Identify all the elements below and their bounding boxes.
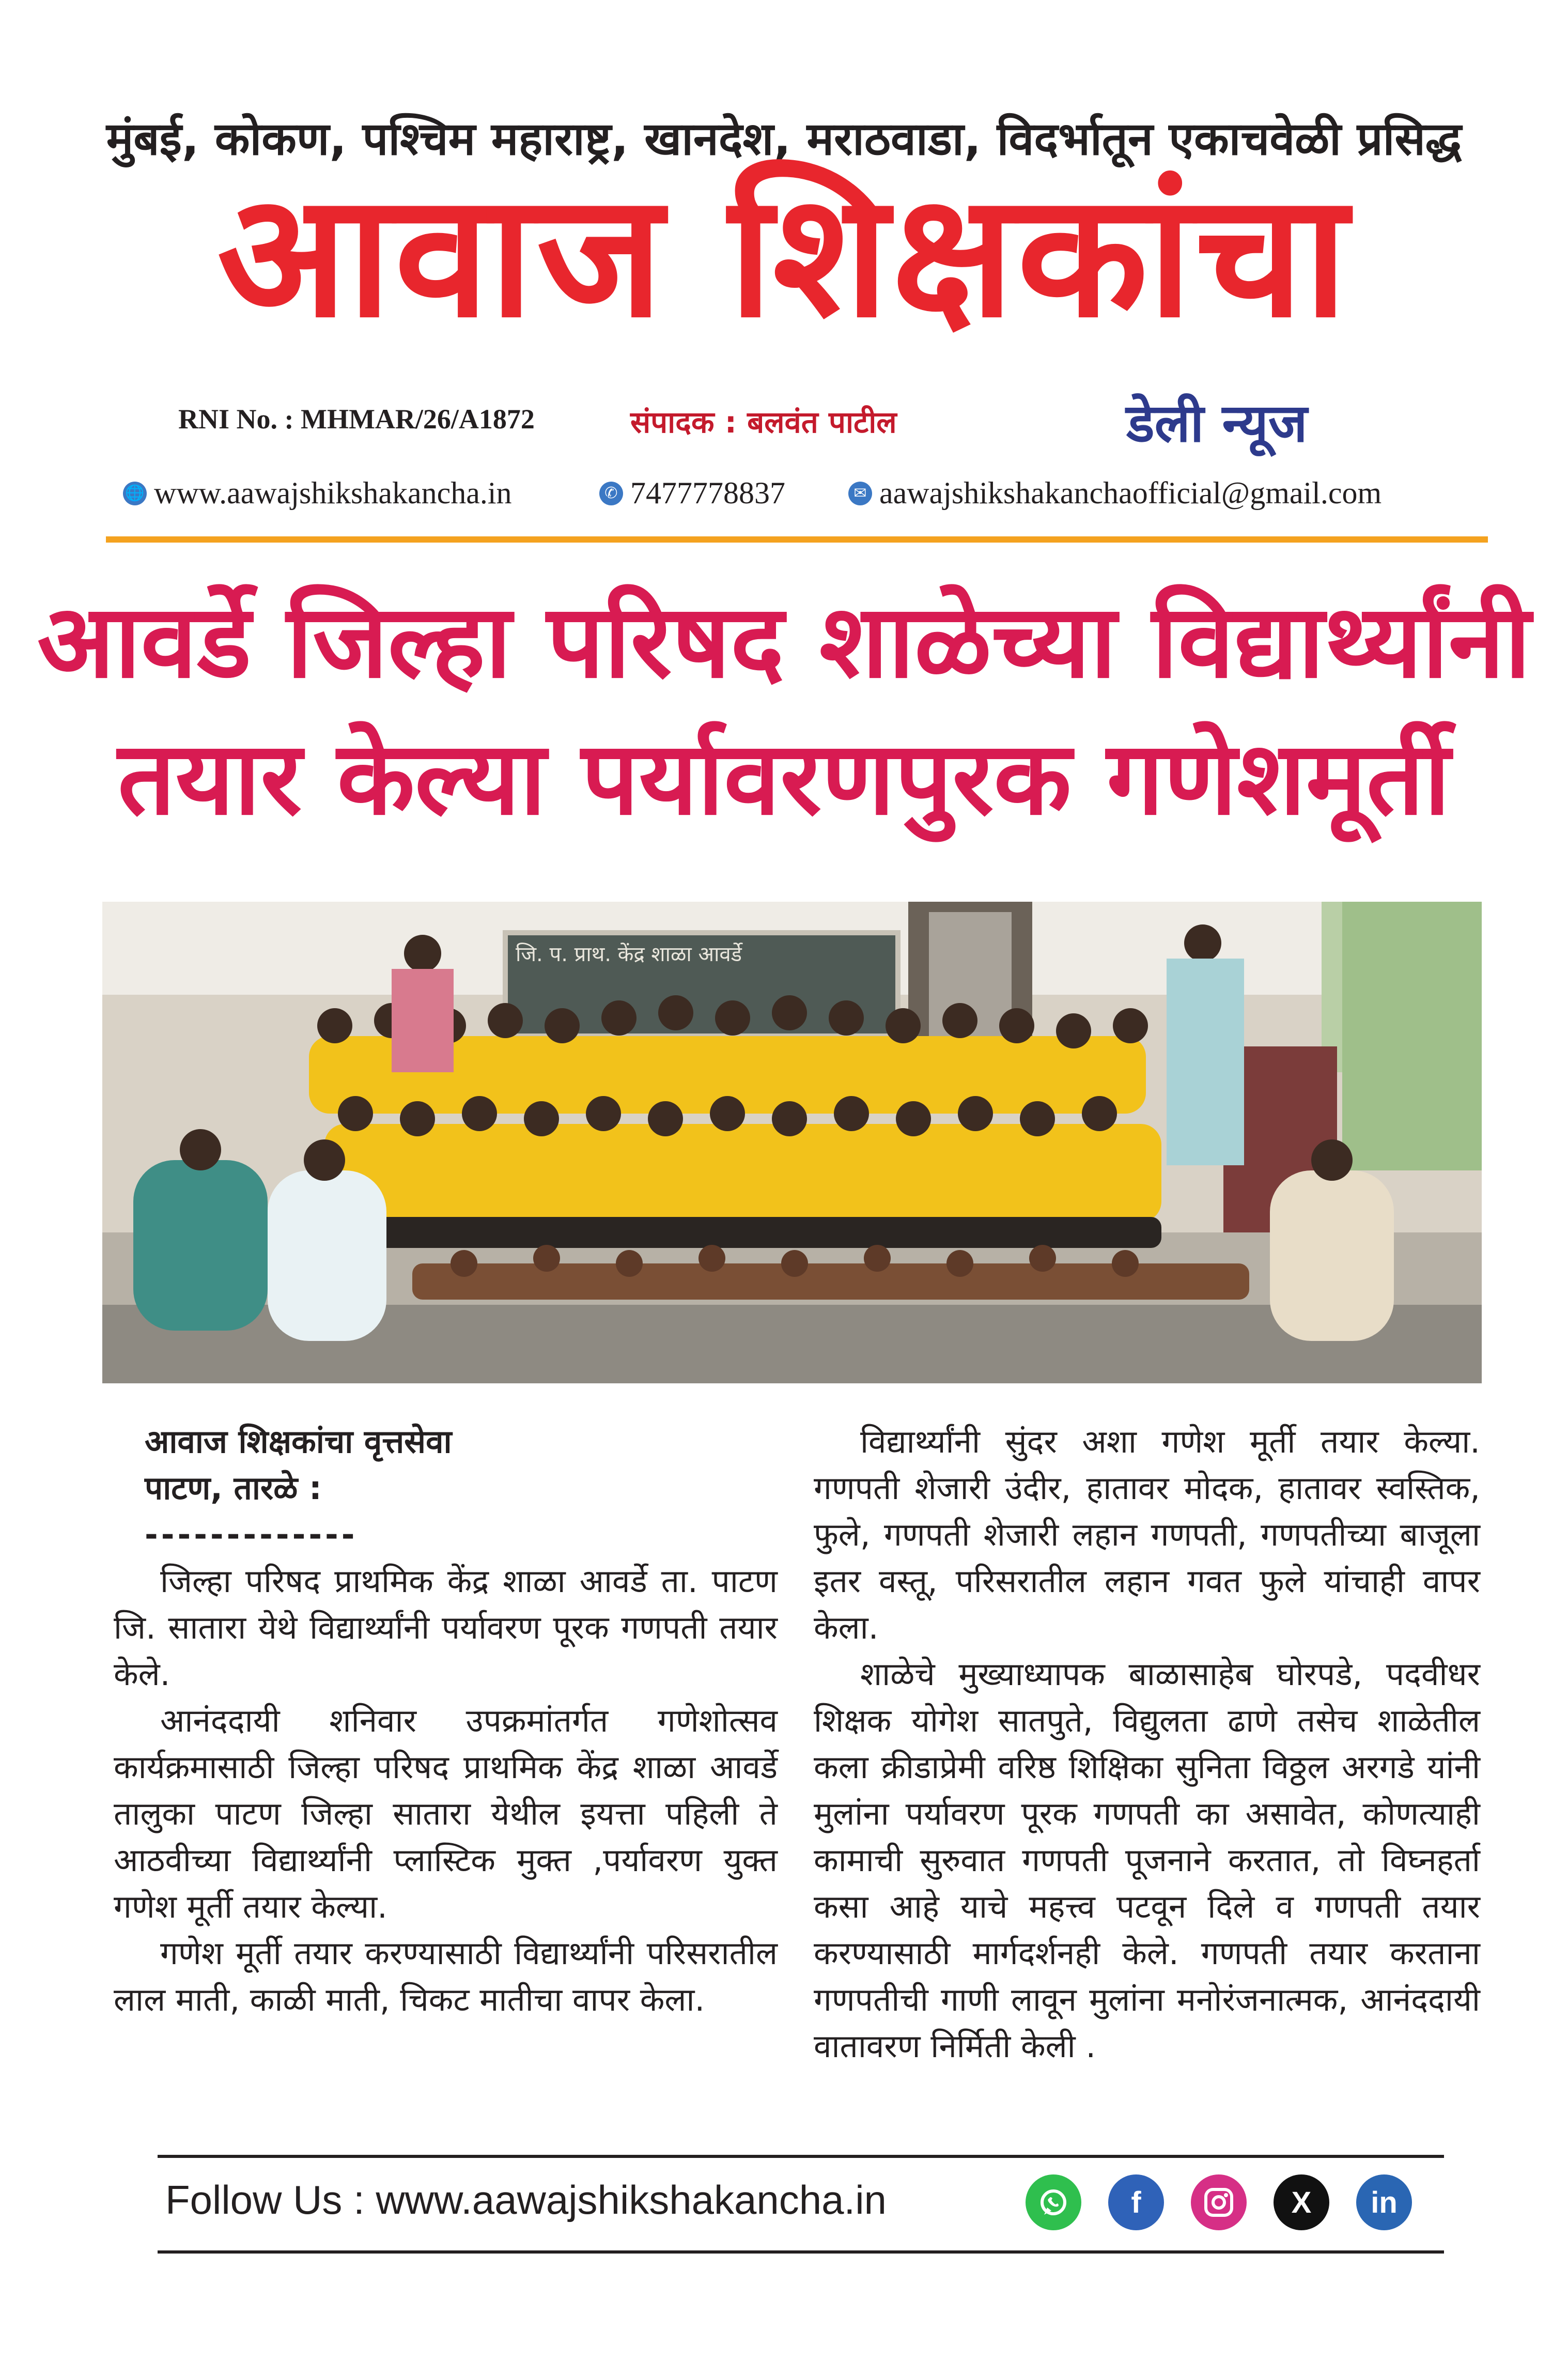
article-paragraph: आनंददायी शनिवार उपक्रमांतर्गत गणेशोत्सव कार्यक्रमासाठी जिल्हा परिषद प्राथमिक केंद्र शाळा आवर्डे तालुका पाटण जिल्हा सातारा येथील इयत्ता पहिली ते आठवीच्या विद्यार्थ्यांनी प्लास्टिक मुक्त ,पर्यावरण युक्त गणेश मूर्ती तयार केल्या. xyxy=(114,1702,778,1925)
footer-bottom-rule xyxy=(158,2250,1444,2254)
website-contact xyxy=(123,475,512,511)
article-paragraph: जिल्हा परिषद प्राथमिक केंद्र शाळा आवर्डे ता. पाटण जि. सातारा येथे विद्यार्थ्यांनी पर्यावरण पूरक गणपती तयार केले. xyxy=(114,1562,778,1693)
header-divider xyxy=(106,536,1488,543)
rni-number: RNI No. : MHMAR/26/A1872 xyxy=(178,404,535,435)
article-paragraph: शाळेचे मुख्याध्यापक बाळासाहेब घोरपडे, पदवीधर शिक्षक योगेश सातपुते, विद्युलता ढाणे तसेच शाळेतील कला क्रीडाप्रेमी वरिष्ठ शिक्षिका सुनिता विठ्ठल अरगडे यांनी मुलांना पर्यावरण पूरक गणपती का असावेत, कोणत्याही कामाची सुरुवात गणपती पूजनाने करतात, तो विघ्नहर्ता कसा आहे याचे महत्त्व पटवून दिले व गणपती तयार करण्यासाठी मार्गदर्शनही केले. गणपती तयार करताना गणपतीची गाणी लावून मुलांना मनोरंजनात्मक, आनंददायी वातावरण निर्मिती केली . xyxy=(814,1655,1480,2065)
phone-text[interactable]: 7477778837 xyxy=(630,476,785,510)
byline-divider: ------------- xyxy=(145,1516,358,1553)
email-text[interactable]: aawajshikshakanchaofficial@gmail.com xyxy=(879,476,1382,510)
masthead-title: आवाज शिक्षकांचा xyxy=(217,157,1351,355)
school-board-text: जि. प. प्राथ. केंद्र शाळा आवर्डे xyxy=(516,943,742,966)
article-paragraph: गणेश मूर्ती तयार करण्यासाठी विद्यार्थ्यांनी परिसरातील लाल माती, काळी माती, चिकट मातीचा वापर केला. xyxy=(114,1934,778,2018)
article-paragraph: विद्यार्थ्यांनी सुंदर अशा गणेश मूर्ती तयार केल्या. गणपती शेजारी उंदीर, हातावर मोदक, हातावर स्वस्तिक, फुले, गणपती शेजारी लहान गणपती, गणपतीच्या बाजूला इतर वस्तू, परिसरातील लहान गवत फुले यांचाही वापर केला. xyxy=(814,1423,1480,1646)
headline-line-1: आवर्डे जिल्हा परिषद शाळेच्या विद्यार्थ्यांनी xyxy=(37,583,1531,701)
phone-icon: ✆ xyxy=(599,482,623,505)
byline-source: आवाज शिक्षकांचा वृत्तसेवा xyxy=(145,1423,452,1460)
linkedin-icon[interactable]: in xyxy=(1356,2174,1412,2230)
editor-name: संपादक : बलवंत पाटील xyxy=(630,405,897,440)
article-right-column xyxy=(814,1418,1480,2070)
facebook-icon[interactable]: f xyxy=(1108,2174,1164,2230)
article-left-column xyxy=(114,1418,778,2023)
instagram-icon[interactable] xyxy=(1191,2174,1247,2230)
footer-top-rule xyxy=(158,2155,1444,2158)
x-icon[interactable]: X xyxy=(1274,2174,1329,2230)
headline-line-2: तयार केल्या पर्यावरणपुरक गणेशमूर्ती xyxy=(117,720,1451,838)
byline-place: पाटण, तारळे : xyxy=(145,1469,322,1507)
mail-icon: ✉ xyxy=(848,482,872,505)
group-photo xyxy=(102,902,1482,1383)
follow-us-text[interactable]: Follow Us : www.aawajshikshakancha.in xyxy=(165,2177,887,2223)
whatsapp-icon[interactable] xyxy=(1026,2174,1081,2230)
globe-icon: 🌐 xyxy=(123,482,147,505)
tagline: मुंबई, कोकण, पश्चिम महाराष्ट्र, खानदेश, मराठवाडा, विदर्भातून एकाचवेळी प्रसिद्ध xyxy=(106,112,1462,165)
phone-contact xyxy=(599,475,785,511)
website-text[interactable]: www.aawajshikshakancha.in xyxy=(154,476,512,510)
edition-label: डेली न्यूज xyxy=(1126,393,1308,454)
email-contact xyxy=(848,475,1381,511)
